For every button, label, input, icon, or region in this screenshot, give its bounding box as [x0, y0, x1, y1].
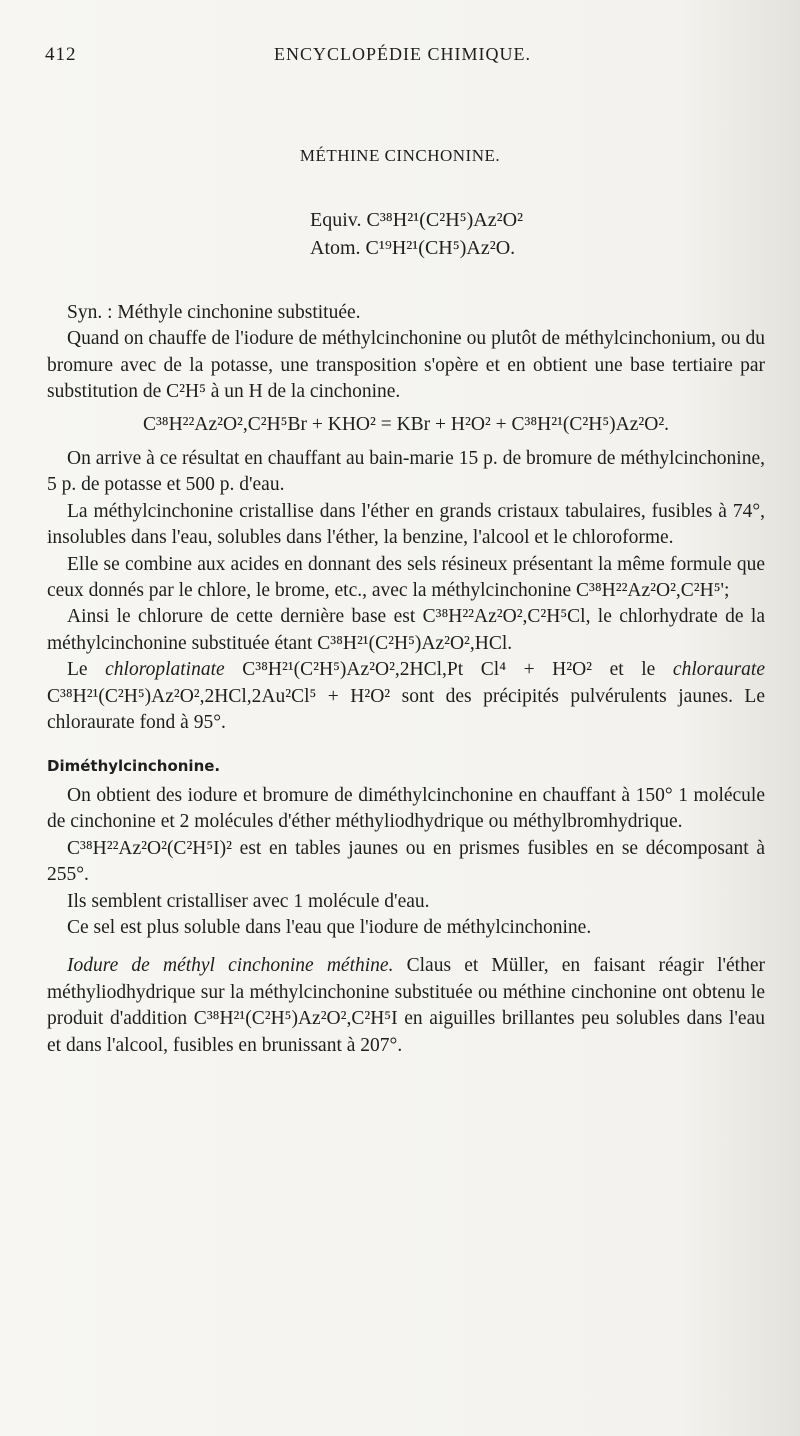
paragraph-chloride: Ainsi le chlorure de cette dernière base est C³⁸H²²Az²O²,C²H⁵Cl, le chlorhydrate de la méthylcinchonine substituée étant C³⁸H²¹(C²H⁵)Az²O²,HCl.	[47, 606, 765, 654]
text-segment: Le	[67, 659, 106, 681]
paragraph-dimethyl-tables: C³⁸H²²Az²O²(C²H⁵I)² est en tables jaunes ou en prismes fusibles en se décomposant à 255°.	[47, 837, 765, 886]
section-title: MÉTHINE CINCHONINE.	[299, 146, 501, 165]
paragraph-method: On arrive à ce résultat en chauffant au bain-marie 15 p. de bromure de méthylcinchonine, 5 p. de potasse et 500 p. d'eau.	[47, 448, 765, 496]
text-segment: Claus et Müller, en faisant réagir l'éther méthyliodhydrique sur la méthylcinchonine substituée ou méthine cinchonine ont obtenu le produit d'addition C³⁸H²¹(C²H⁵)Az²O²,C²H⁵I en aiguilles brillantes peu solubles dans l'eau et dans l'alcool, fusibles en brunissant à 207°.	[47, 955, 765, 1056]
page-header	[45, 44, 760, 74]
body-text	[47, 300, 765, 1059]
spacer	[47, 941, 765, 953]
paragraph-crystallisation: La méthylcinchonine cristallise dans l'éther en grands cristaux tabulaires, fusibles à 74°, insolubles dans l'eau, solubles dans l'éther, la benzine, l'alcool et le chloroforme.	[47, 500, 765, 549]
paragraph-salts: Elle se combine aux acides en donnant des sels résineux présentant la même formule que ceux donnés par le chlore, le brome, etc., avec la méthylcinchonine C³⁸H²²Az²O²,C²H⁵';	[47, 553, 765, 602]
paragraph-chloroplatinate	[47, 657, 765, 736]
equiv-formula: Equiv. C³⁸H²¹(C²H⁵)Az²O²	[310, 209, 524, 231]
formula-block	[310, 206, 523, 262]
paragraph-iodure	[47, 953, 765, 1059]
paragraph-dimethyl-water: Ils semblent cristalliser avec 1 molécule d'eau.	[67, 890, 430, 912]
text-segment: C³⁸H²¹(C²H⁵)Az²O²,2HCl,Pt Cl⁴ + H²O² et le	[224, 659, 673, 681]
paragraph-dimethyl-solubility: Ce sel est plus soluble dans l'eau que l'iodure de méthylcinchonine.	[67, 916, 592, 938]
paragraph-dimethyl-preparation: On obtient des iodure et bromure de diméthylcinchonine en chauffant à 150° 1 molécule de cinchonine et 2 molécules d'éther méthyliodhydrique ou méthylbromhydrique.	[47, 784, 765, 833]
paragraph-preparation: Quand on chauffe de l'iodure de méthylcinchonine ou plutôt de méthylcinchonium, ou du bromure avec de la potasse, une transposition s'opère et en obtient une base tertiaire par substitution de C²H⁵ à un H de la cinchonine.	[47, 328, 765, 403]
subheading-dimethylcinchonine: Diméthylcinchonine.	[47, 756, 221, 775]
term-iodure: Iodure de méthyl cinchonine méthine.	[67, 955, 394, 977]
term-chloroplatinate: chloroplatinate	[105, 659, 225, 681]
text-segment: C³⁸H²¹(C²H⁵)Az²O²,2HCl,2Au²Cl⁵ + H²O² sont des précipités pulvérulents jaunes. Le chloraurate fond à 95°.	[47, 685, 765, 734]
paragraph-synonym: Syn. : Méthyle cinchonine substituée.	[67, 302, 361, 323]
page-number: 412	[45, 44, 77, 65]
term-chloraurate: chloraurate	[672, 659, 765, 681]
running-title: ENCYCLOPÉDIE CHIMIQUE.	[274, 44, 531, 64]
reaction-equation: C³⁸H²²Az²O²,C²H⁵Br + KHO² = KBr + H²O² + C³⁸H²¹(C²H⁵)Az²O².	[142, 413, 670, 435]
atom-formula: Atom. C¹⁹H²¹(CH⁵)Az²O.	[310, 237, 516, 259]
